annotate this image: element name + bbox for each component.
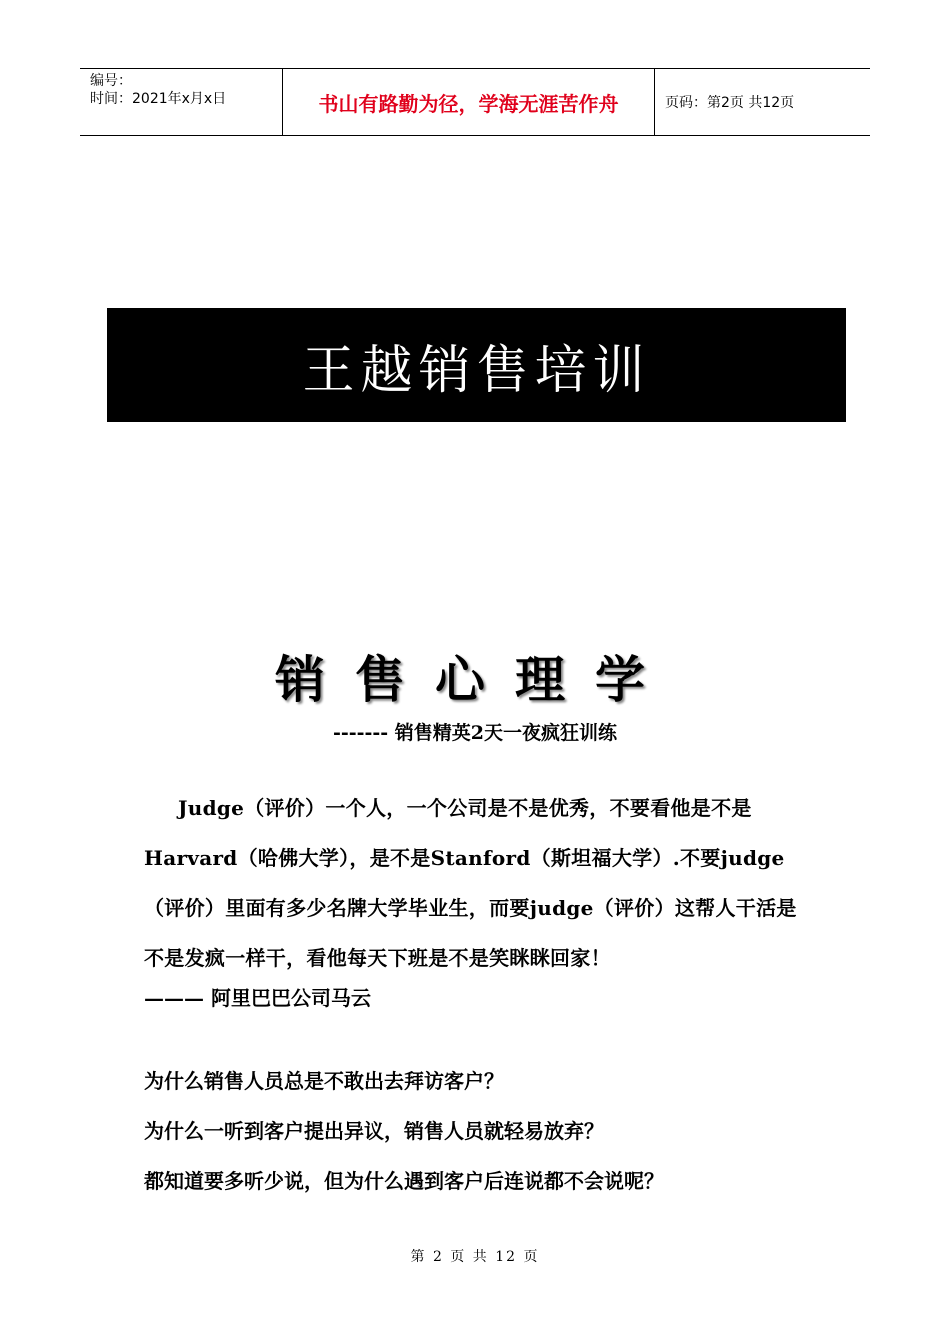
- title-banner: [107, 308, 846, 422]
- question-item: 为什么销售人员总是不敢出去拜访客户？: [144, 1069, 504, 1093]
- header-time: 时间：2021年x月x日: [90, 91, 227, 107]
- header-motto-cell: [282, 69, 655, 135]
- header-table: [80, 68, 870, 136]
- question-item: 都知道要多听少说，但为什么遇到客户后连说都不会说呢？: [144, 1169, 664, 1193]
- header-motto: 书山有路勤为径，学海无涯苦作舟: [318, 91, 619, 116]
- banner-title: 王越销售培训: [302, 340, 651, 401]
- page-footer: 第 2 页 共 12 页: [410, 1249, 540, 1265]
- question-list: [144, 1056, 664, 1206]
- header-info-cell: [80, 69, 282, 135]
- header-page-info: 页码：第2页 共12页: [665, 95, 795, 111]
- quote-attribution: ——— 阿里巴巴公司马云: [144, 986, 371, 1010]
- quote-paragraph: Judge（评价）一个人，一个公司是不是优秀，不要看他是不是Harvard（哈佛大学），是不是Stanford（斯坦福大学）.不要judge（评价）里面有多少名牌大学毕业生，而要judge（评价）这帮人干活是不是发疯一样干，看他每天下班是不是笑眯眯回家！: [144, 796, 797, 970]
- question-item: 为什么一听到客户提出异议，销售人员就轻易放弃？: [144, 1119, 604, 1143]
- header-page-cell: [655, 69, 870, 135]
- header-number: 编号：: [90, 73, 132, 89]
- document-subtitle: ------- 销售精英2天一夜疯狂训练: [332, 722, 618, 744]
- document-title: 销售心理学: [275, 651, 675, 709]
